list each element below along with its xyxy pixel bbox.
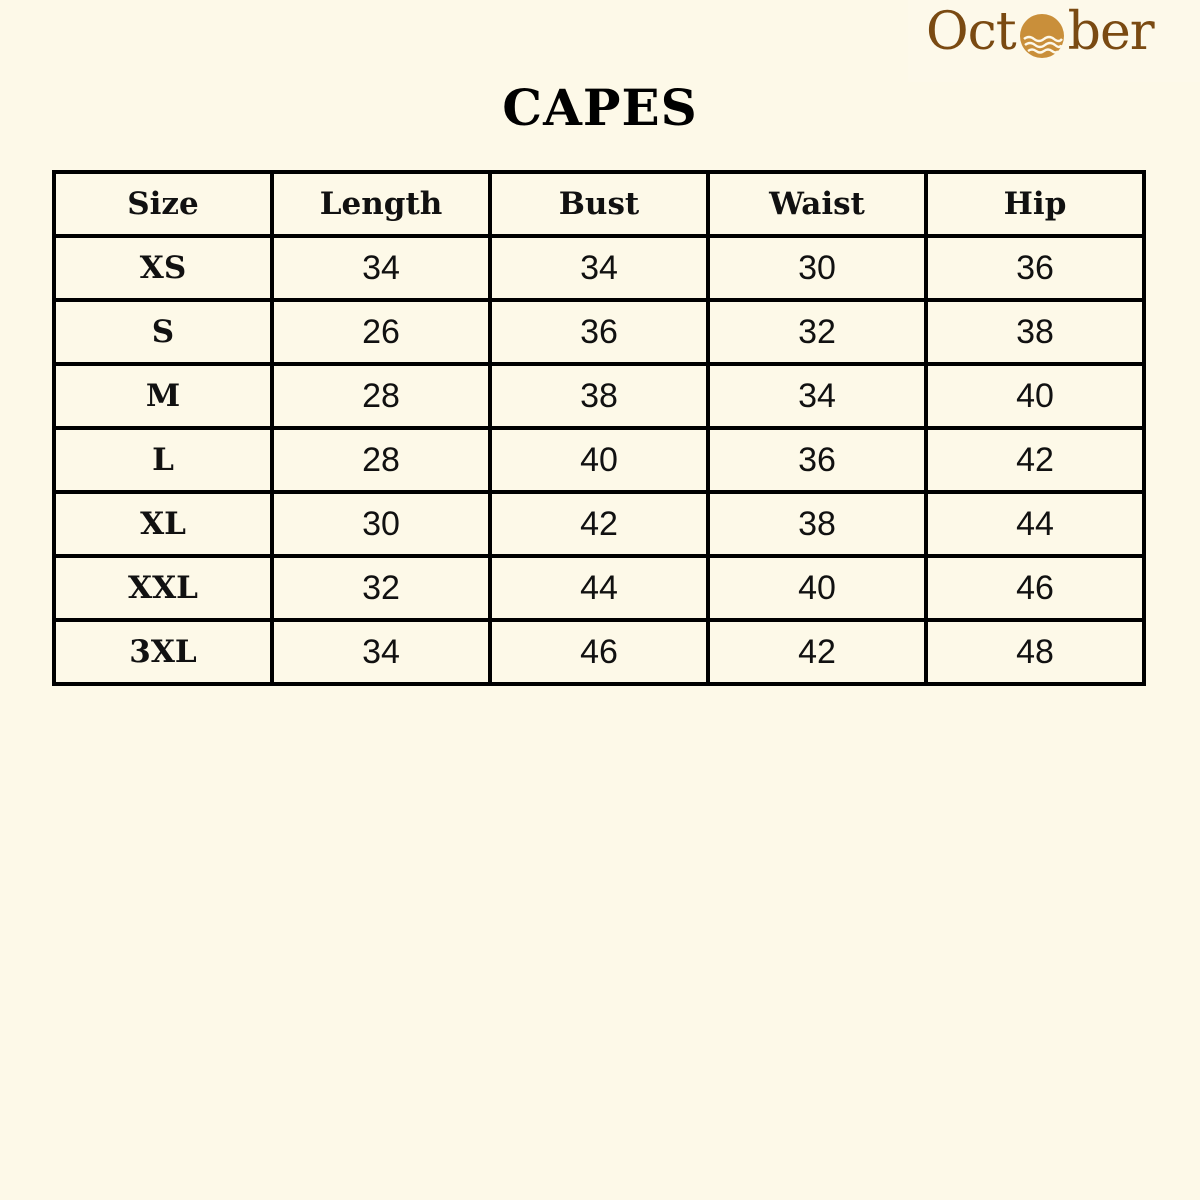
cell-length: 26	[272, 300, 490, 364]
header-size: Size	[54, 172, 272, 236]
cell-hip: 36	[926, 236, 1144, 300]
table-row	[54, 428, 1144, 492]
table-row	[54, 620, 1144, 684]
cell-waist: 36	[708, 428, 926, 492]
cell-length: 30	[272, 492, 490, 556]
table-row	[54, 492, 1144, 556]
cell-waist: 30	[708, 236, 926, 300]
cell-bust: 40	[490, 428, 708, 492]
logo-text-end: ber	[1067, 2, 1154, 62]
cell-hip: 40	[926, 364, 1144, 428]
cell-waist: 42	[708, 620, 926, 684]
brand-logo	[908, 0, 1200, 82]
cell-length: 28	[272, 364, 490, 428]
cell-size: L	[54, 428, 272, 492]
cell-length: 34	[272, 236, 490, 300]
cell-bust: 44	[490, 556, 708, 620]
cell-size: 3XL	[54, 620, 272, 684]
cell-waist: 40	[708, 556, 926, 620]
cell-length: 32	[272, 556, 490, 620]
cell-size: XS	[54, 236, 272, 300]
table-body	[54, 236, 1144, 684]
table-row	[54, 300, 1144, 364]
table-header-row	[54, 172, 1144, 236]
table-row	[54, 364, 1144, 428]
cell-size: XL	[54, 492, 272, 556]
logo-text-start: Oct	[926, 2, 1016, 62]
cell-hip: 48	[926, 620, 1144, 684]
cell-bust: 38	[490, 364, 708, 428]
cell-size: S	[54, 300, 272, 364]
cell-bust: 46	[490, 620, 708, 684]
cell-hip: 38	[926, 300, 1144, 364]
cell-waist: 32	[708, 300, 926, 364]
cell-length: 34	[272, 620, 490, 684]
header-hip: Hip	[926, 172, 1144, 236]
header-length: Length	[272, 172, 490, 236]
header-waist: Waist	[708, 172, 926, 236]
cell-waist: 38	[708, 492, 926, 556]
header-bust: Bust	[490, 172, 708, 236]
page-title: CAPES	[502, 78, 698, 137]
cell-waist: 34	[708, 364, 926, 428]
cell-bust: 36	[490, 300, 708, 364]
cell-hip: 46	[926, 556, 1144, 620]
cell-size: XXL	[54, 556, 272, 620]
logo-wordmark	[926, 2, 1154, 62]
cell-bust: 42	[490, 492, 708, 556]
cell-hip: 44	[926, 492, 1144, 556]
sun-waves-icon	[1018, 12, 1066, 60]
size-chart-table	[52, 170, 1146, 686]
cell-size: M	[54, 364, 272, 428]
cell-hip: 42	[926, 428, 1144, 492]
table-row	[54, 236, 1144, 300]
cell-length: 28	[272, 428, 490, 492]
table-row	[54, 556, 1144, 620]
cell-bust: 34	[490, 236, 708, 300]
